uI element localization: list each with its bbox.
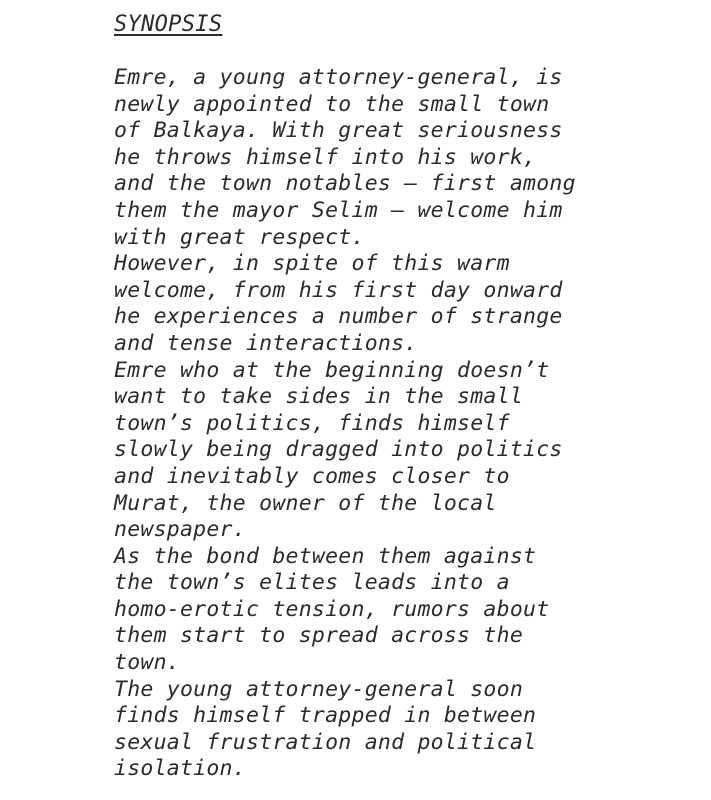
text-line: Emre who at the beginning doesn’t [114, 357, 550, 383]
text-line: newly appointed to the small town [114, 91, 550, 117]
text-line: The young attorney-general soon [114, 676, 524, 702]
text-line: Emre, a young attorney-general, is [114, 65, 563, 90]
text-line: and tense interactions. [114, 330, 418, 356]
text-line: them start to spread across the [114, 623, 524, 649]
text-line: sexual frustration and political [114, 729, 537, 755]
text-line: with great respect. [114, 224, 365, 250]
text-line: welcome, from his first day onward [114, 277, 563, 303]
text-line: the town’s elites leads into a [114, 570, 510, 596]
text-line: them the mayor Selim — welcome him [114, 197, 563, 223]
synopsis-heading: SYNOPSIS [114, 12, 223, 37]
text-line: homo-erotic tension, rumors about [114, 596, 550, 622]
text-line: town’s politics, finds himself [114, 410, 510, 436]
text-line: isolation. [114, 756, 246, 782]
text-line: of Balkaya. With great seriousness [114, 118, 563, 144]
text-line: he experiences a number of strange [114, 304, 563, 330]
text-line: Murat, the owner of the local [114, 490, 497, 516]
text-line: finds himself trapped in between [114, 703, 537, 729]
text-line: slowly being dragged into politics [114, 437, 563, 463]
text-line: newspaper. [114, 517, 246, 543]
text-line: and inevitably comes closer to [114, 463, 510, 489]
text-line: want to take sides in the small [114, 384, 524, 410]
text-line: However, in spite of this warm [114, 251, 510, 277]
text-line: he throws himself into his work, [114, 144, 537, 170]
text-line: and the town notables — first among [114, 171, 576, 197]
synopsis-body [114, 65, 704, 783]
text-line: As the bond between them against [114, 543, 537, 569]
text-line: town. [114, 650, 180, 676]
